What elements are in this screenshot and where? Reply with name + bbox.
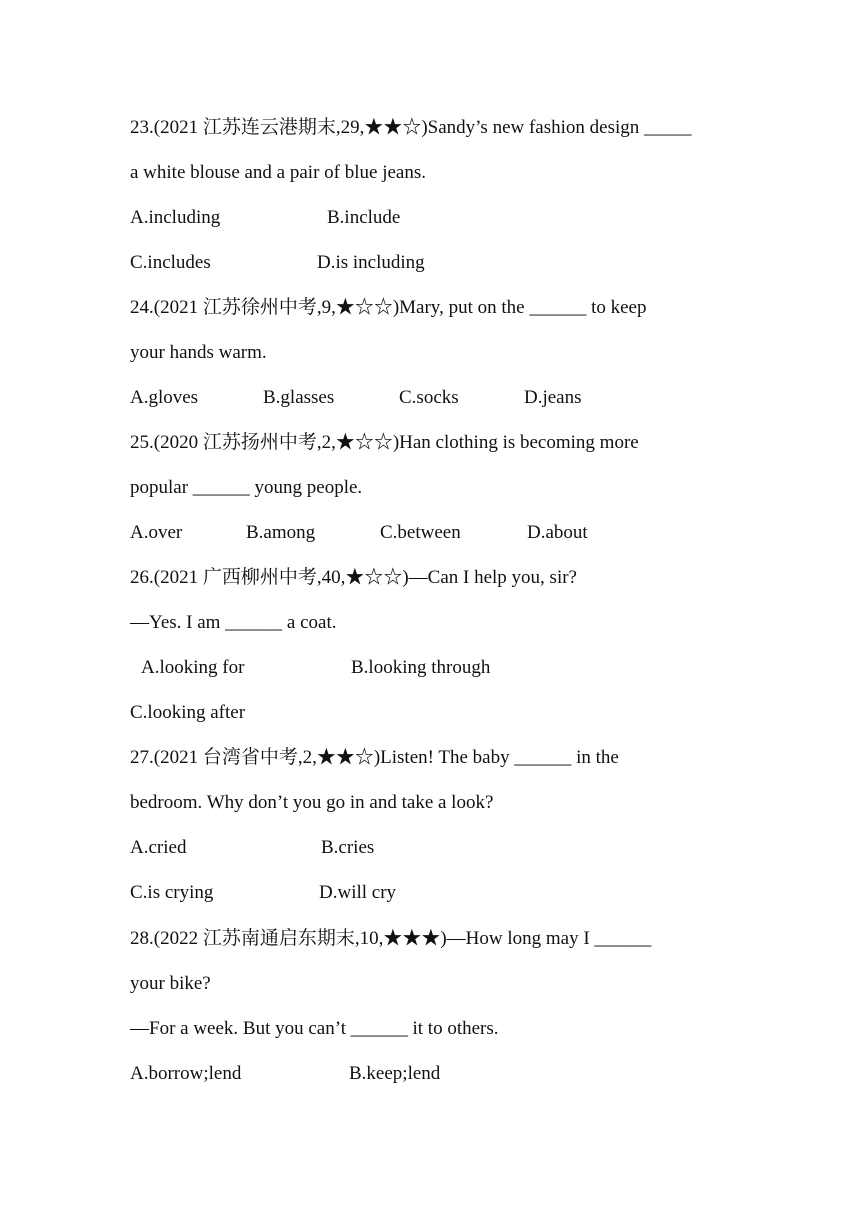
q24-stem-line-2: your hands warm.	[130, 342, 267, 363]
q25-option-c: C.between	[380, 522, 461, 543]
q24-stem-line-1: 24.(2021 江苏徐州中考,9,★☆☆)Mary, put on the ______ to keep	[130, 297, 647, 318]
q27-option-d: D.will cry	[319, 882, 397, 903]
q23-option-a: A.including	[130, 207, 221, 228]
q27-stem-line-2: bedroom. Why don’t you go in and take a look?	[130, 792, 494, 813]
q24-option-a: A.gloves	[130, 387, 199, 408]
q27-stem-line-1: 27.(2021 台湾省中考,2,★★☆)Listen! The baby ______ in the	[130, 747, 619, 768]
q26-stem-line-2: —Yes. I am ______ a coat.	[130, 612, 337, 633]
q28-stem-line-1: 28.(2022 江苏南通启东期末,10,★★★)—How long may I ______	[130, 928, 652, 949]
q24-option-d: D.jeans	[524, 387, 582, 408]
q28-option-b: B.keep;lend	[349, 1063, 441, 1084]
q25-option-a: A.over	[130, 522, 183, 543]
q27-option-c: C.is crying	[130, 882, 214, 903]
q26-stem-line-1: 26.(2021 广西柳州中考,40,★☆☆)—Can I help you, sir?	[130, 567, 577, 588]
q26-option-a: A.looking for	[141, 657, 245, 678]
q23-stem-line-2: a white blouse and a pair of blue jeans.	[130, 162, 426, 183]
q24-option-b: B.glasses	[263, 387, 335, 408]
q23-option-d: D.is including	[317, 252, 425, 273]
q24-option-c: C.socks	[399, 387, 459, 408]
q28-option-a: A.borrow;lend	[130, 1063, 242, 1084]
q23-option-c: C.includes	[130, 252, 211, 273]
q25-option-d: D.about	[527, 522, 588, 543]
q25-option-b: B.among	[246, 522, 316, 543]
q23-stem-line-1: 23.(2021 江苏连云港期末,29,★★☆)Sandy’s new fashion design _____	[130, 117, 692, 138]
q28-stem-line-3: —For a week. But you can’t ______ it to others.	[130, 1018, 499, 1039]
q26-option-c: C.looking after	[130, 702, 246, 723]
q27-option-b: B.cries	[321, 837, 375, 858]
q25-stem-line-1: 25.(2020 江苏扬州中考,2,★☆☆)Han clothing is becoming more	[130, 432, 639, 453]
q27-option-a: A.cried	[130, 837, 187, 858]
q26-option-b: B.looking through	[351, 657, 491, 678]
q28-stem-line-2: your bike?	[130, 973, 211, 994]
q25-stem-line-2: popular ______ young people.	[130, 477, 363, 498]
q23-option-b: B.include	[327, 207, 401, 228]
